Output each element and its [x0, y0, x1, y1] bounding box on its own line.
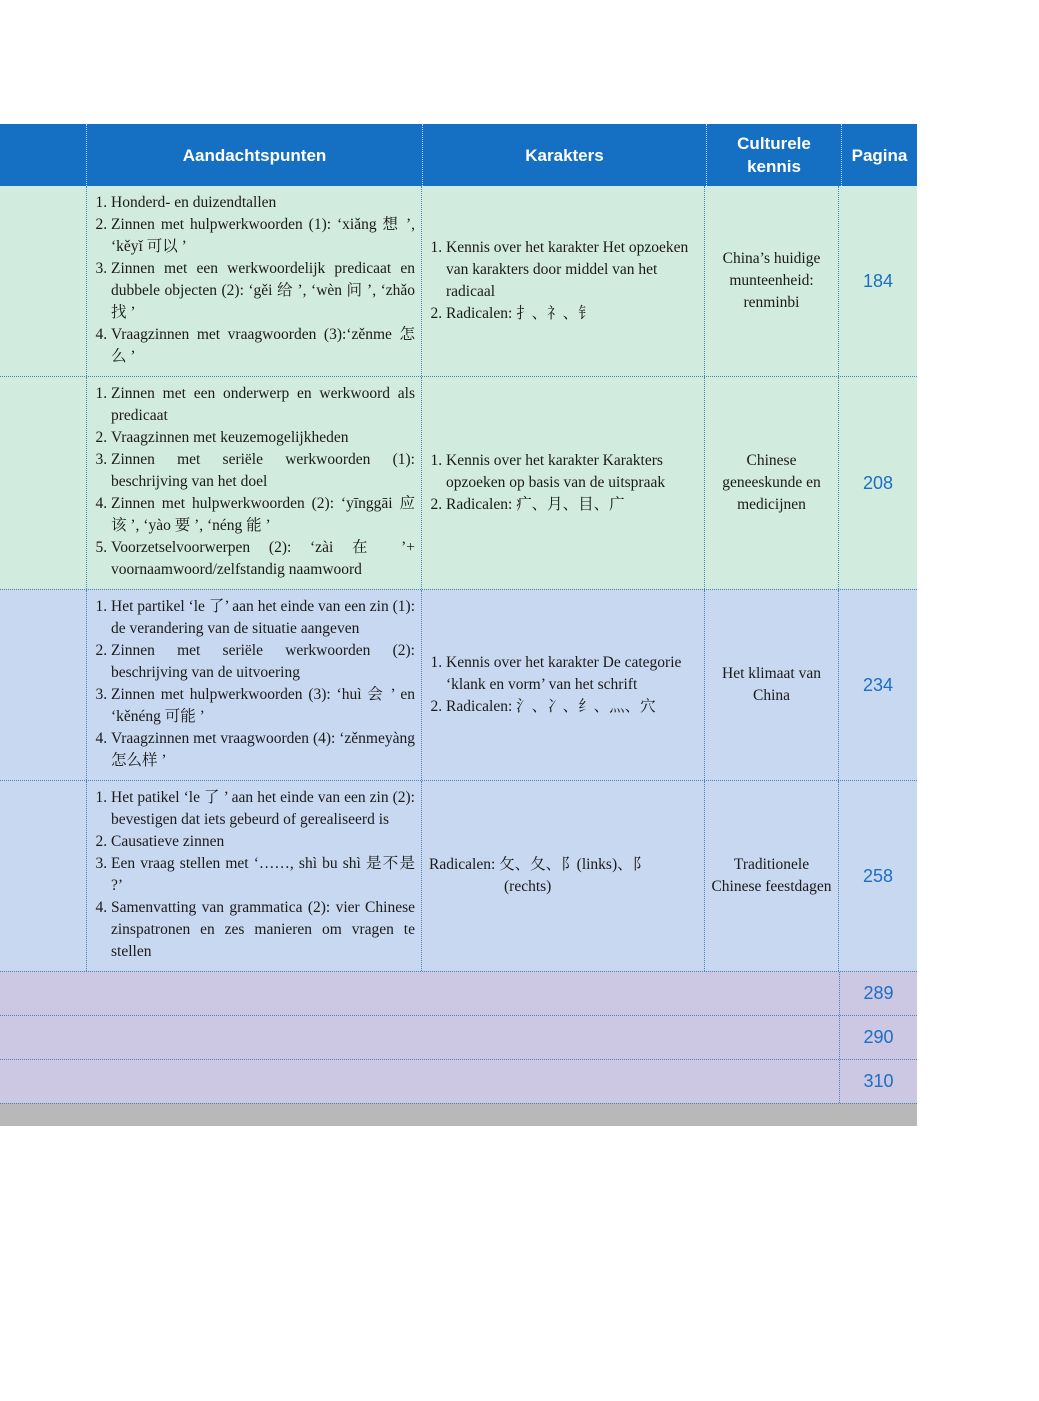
character-item: 2. Radicalen: 疒、月、目、广 — [446, 494, 697, 516]
characters-cell — [421, 781, 704, 971]
table-footer-bar — [0, 1103, 917, 1126]
appendix-row — [0, 1059, 917, 1103]
character-line: Radicalen: 攵、夂、阝(links)、阝 — [429, 856, 649, 873]
table-of-contents — [0, 124, 917, 1126]
point-item: 3. Zinnen met een werkwoordelijk predicaat en dubbele objecten (2): ‘gěi 给 ’, ‘wèn 问 ’, ‘zhǎo 找 ’ — [111, 258, 415, 324]
page-number[interactable]: 184 — [838, 186, 917, 376]
point-item: 4. Samenvatting van grammatica (2): vier Chinese zinspatronen en zes manieren om vragen te stellen — [111, 897, 415, 963]
appendix-blank-cell — [0, 1060, 839, 1103]
header-culture — [706, 124, 841, 186]
appendix-row — [0, 1015, 917, 1059]
character-item: 2. Radicalen: 氵、冫、纟、灬、穴 — [446, 696, 697, 718]
culture-cell: Het klimaat van China — [704, 590, 838, 780]
page-number[interactable]: 234 — [838, 590, 917, 780]
point-item: 1. Honderd- en duizendtallen — [111, 192, 415, 214]
header-points: Aandachtspunten — [86, 124, 422, 186]
points-cell — [86, 590, 421, 780]
point-item: 3. Zinnen met hulpwerkwoorden (3): ‘huì 会 ’ en ‘kěnéng 可能 ’ — [111, 684, 415, 728]
character-line: (rechts) — [504, 878, 552, 895]
table-row — [0, 186, 917, 376]
page-number[interactable]: 289 — [839, 972, 917, 1015]
culture-cell: Chinese geneeskunde en medicijnen — [704, 377, 838, 589]
point-item: 1. Het partikel ‘le 了’ aan het einde van een zin (1): de verandering van de situatie aangeven — [111, 596, 415, 640]
header-culture-line1: Culturele — [737, 134, 811, 153]
page-number[interactable]: 310 — [839, 1060, 917, 1103]
lesson-cell — [0, 186, 86, 376]
culture-cell: Traditionele Chinese feestdagen — [704, 781, 838, 971]
character-item: 1. Kennis over het karakter De categorie ‘klank en vorm’ van het schrift — [446, 652, 697, 696]
lesson-cell — [0, 781, 86, 971]
table-header — [0, 124, 917, 186]
header-characters: Karakters — [422, 124, 706, 186]
point-item: 3. Zinnen met seriële werkwoorden (1): beschrijving van het doel — [111, 449, 415, 493]
character-item: 2. Radicalen: 扌、礻、钅 — [446, 303, 697, 325]
lesson-cell — [0, 377, 86, 589]
header-blank-cell — [0, 124, 86, 186]
point-item: 2. Zinnen met hulpwerkwoorden (1): ‘xiǎng 想 ’, ‘kěyǐ 可以 ’ — [111, 214, 415, 258]
point-item: 4. Zinnen met hulpwerkwoorden (2): ‘yīnggāi 应该 ’, ‘yào 要 ’, ‘néng 能 ’ — [111, 493, 415, 537]
point-item: 5. Voorzetselvoorwerpen (2): ‘zài 在 ’+ voornaamwoord/zelfstandig naamwoord — [111, 537, 415, 581]
point-item: 4. Vraagzinnen met vraagwoorden (3):‘zěnme 怎么 ’ — [111, 324, 415, 368]
page-number[interactable]: 208 — [838, 377, 917, 589]
characters-cell — [421, 186, 704, 376]
points-cell — [86, 186, 421, 376]
character-item: 1. Kennis over het karakter Karakters opzoeken op basis van de uitspraak — [446, 450, 697, 494]
appendix-row — [0, 971, 917, 1015]
table-row — [0, 589, 917, 780]
characters-cell — [421, 377, 704, 589]
point-item: 2. Zinnen met seriële werkwoorden (2): beschrijving van de uitvoering — [111, 640, 415, 684]
appendix-blank-cell — [0, 972, 839, 1015]
appendix-blank-cell — [0, 1016, 839, 1059]
page-number[interactable]: 290 — [839, 1016, 917, 1059]
lesson-cell — [0, 590, 86, 780]
point-item: 1. Het patikel ‘le 了 ’ aan het einde van een zin (2): bevestigen dat iets gebeurd of gerealiseerd is — [111, 787, 415, 831]
point-item: 2. Causatieve zinnen — [111, 831, 415, 853]
header-culture-line2: kennis — [747, 157, 801, 176]
table-row — [0, 376, 917, 589]
culture-cell: China’s huidige munteenheid: renminbi — [704, 186, 838, 376]
characters-cell — [421, 590, 704, 780]
point-item: 4. Vraagzinnen met vraagwoorden (4): ‘zěnmeyàng 怎么样 ’ — [111, 728, 415, 772]
point-item: 1. Zinnen met een onderwerp en werkwoord als predicaat — [111, 383, 415, 427]
header-page: Pagina — [841, 124, 917, 186]
points-cell — [86, 377, 421, 589]
point-item: 3. Een vraag stellen met ‘……, shì bu shì 是不是 ?’ — [111, 853, 415, 897]
point-item: 2. Vraagzinnen met keuzemogelijkheden — [111, 427, 415, 449]
points-cell — [86, 781, 421, 971]
character-item: 1. Kennis over het karakter Het opzoeken van karakters door middel van het radicaal — [446, 237, 697, 303]
table-row — [0, 780, 917, 971]
page-number[interactable]: 258 — [838, 781, 917, 971]
